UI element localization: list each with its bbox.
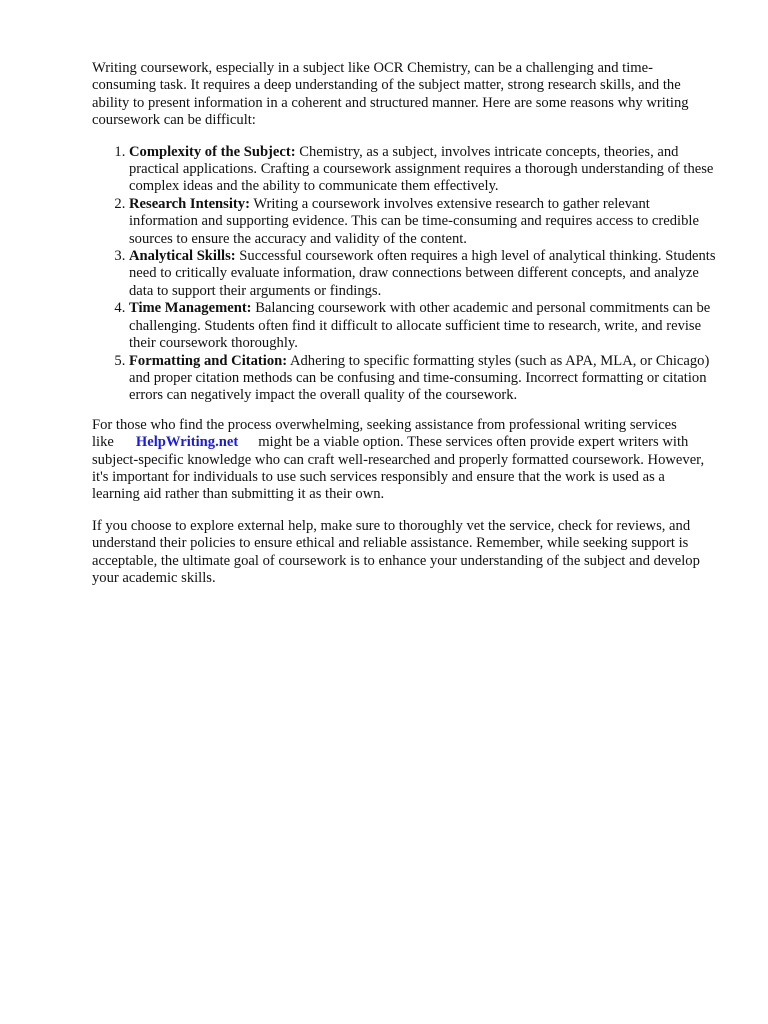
reason-text: Balancing coursework with other academic and personal commitments can be challenging. Students often find it difficult to allocate sufficient time to research, write, and revise their coursework thoroughly.	[129, 300, 711, 352]
document-page	[92, 60, 716, 587]
list-item	[129, 300, 716, 352]
list-item	[129, 144, 716, 196]
reason-term: Research Intensity:	[129, 195, 250, 212]
reason-text: Chemistry, as a subject, involves intricate concepts, theories, and practical applications. Crafting a coursework assignment requires a thorough understanding of these complex ideas and the ability to communicate them effectively.	[129, 143, 714, 195]
assistance-before-link: For those who find the process overwhelming, seeking assistance from professional writing services like	[92, 416, 677, 451]
reasons-list	[92, 144, 716, 405]
list-item	[129, 196, 716, 248]
assistance-paragraph	[92, 417, 716, 504]
list-item	[129, 353, 716, 405]
assistance-after-link: might be a viable option. These services often provide expert writers with subject-specific knowledge who can craft well-researched and properly formatted coursework. However, it's important for individuals to use such services responsibly and ensure that the work is used as a learning aid rather than submitting it as their own.	[92, 434, 705, 503]
reason-term: Time Management:	[129, 300, 252, 317]
closing-paragraph: If you choose to explore external help, make sure to thoroughly vet the service, check for reviews, and understand their policies to ensure ethical and reliable assistance. Remember, while seeking support is acceptable, the ultimate goal of coursework is to enhance your understanding of the subject and develop your academic skills.	[92, 517, 700, 586]
reason-term: Complexity of the Subject:	[129, 143, 296, 160]
reason-text: Successful coursework often requires a high level of analytical thinking. Students need to critically evaluate information, draw connections between different concepts, and analyze data to support their arguments or findings.	[129, 248, 716, 299]
helpwriting-link[interactable]: HelpWriting.net	[135, 434, 239, 451]
intro-paragraph: Writing coursework, especially in a subject like OCR Chemistry, can be a challenging and time-consuming task. It requires a deep understanding of the subject matter, strong research skills, and the ability to present information in a coherent and structured manner. Here are some reasons why writing coursework can be difficult:	[92, 60, 689, 129]
reason-term: Analytical Skills:	[129, 248, 236, 265]
reason-term: Formatting and Citation:	[129, 352, 288, 369]
list-item	[129, 248, 716, 300]
reason-text: Adhering to specific formatting styles (such as APA, MLA, or Chicago) and proper citation methods can be confusing and time-consuming. Incorrect formatting or citation errors can negatively impact the overall quality of the coursework.	[129, 352, 710, 404]
reason-text: Writing a coursework involves extensive research to gather relevant information and supporting evidence. This can be time-consuming and requires access to credible sources to ensure the accuracy and validity of the content.	[129, 195, 699, 247]
